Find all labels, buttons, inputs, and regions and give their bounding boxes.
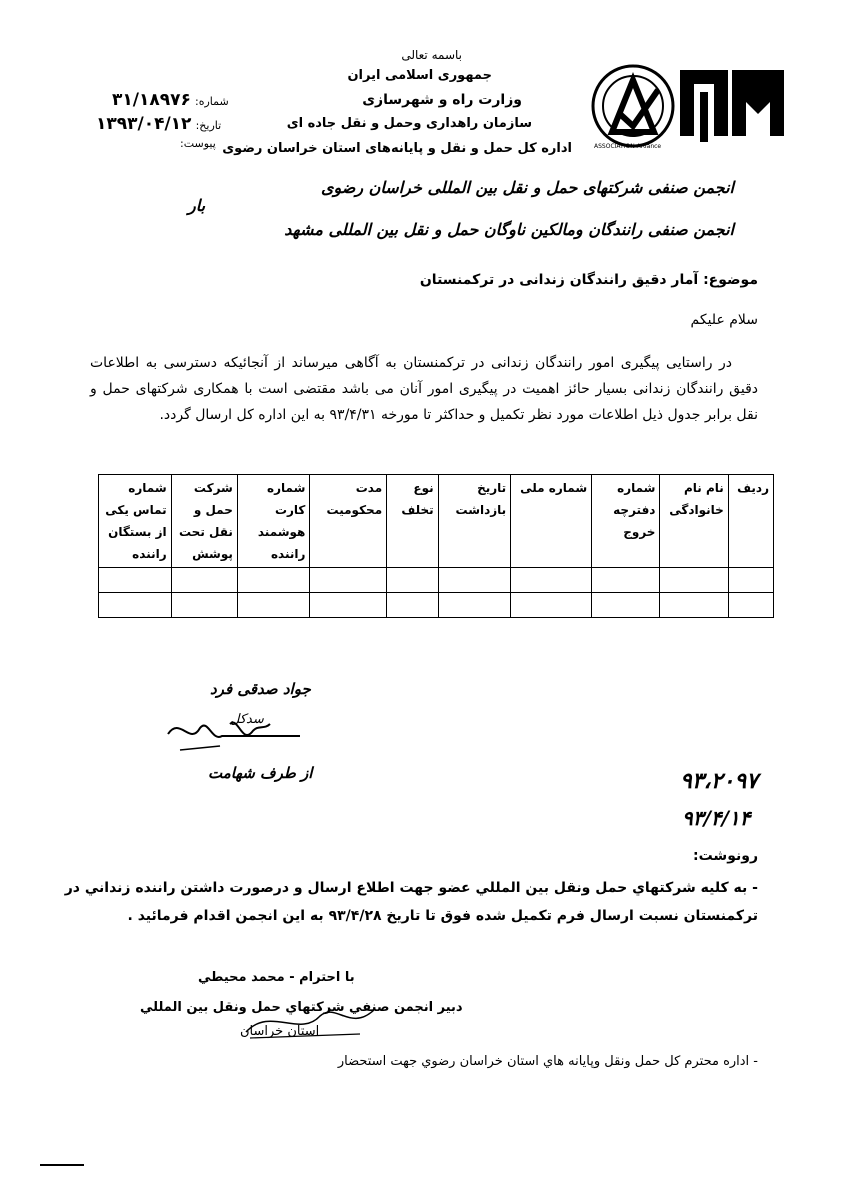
table-cell[interactable] xyxy=(728,593,773,618)
copy-line-1: - به كليه شركتهاي حمل ونقل بين المللي عضو جهت اطلاع ارسال و درصورت داشتن راننده زنداني در xyxy=(64,880,758,896)
secretary-signature xyxy=(240,1002,380,1042)
recipient-1: انجمن صنفی شرکتهای حمل و نقل بین المللی خراسان رضوی xyxy=(321,178,734,197)
letter-body: در راستایی پیگیری امور رانندگان زندانی در ترکمنستان به آگاهی میرساند از آنجائیکه دسترسی به اطلاعات دقیق رانندگان زندانی بسیار حائز اهمیت در پیگیری امور آنان می باشد مقتضی است با همکاری شرکتهای حمل و نقل برابر جدول ذیل اطلاعات مورد نظر تکمیل و حداکثر تا مورخه ۹۳/۴/۳۱ به این اداره کل ارسال گردد. xyxy=(90,355,758,423)
table-cell[interactable] xyxy=(728,568,773,593)
table-header-row xyxy=(99,475,774,568)
table-header-cell: شرکت حمل و نقل تحت پوشش xyxy=(171,475,237,568)
signature-scribble-text: سدکل xyxy=(230,712,264,727)
table-cell[interactable] xyxy=(660,568,728,593)
recipient-2: انجمن صنفی رانندگان ومالکین ناوگان حمل و نقل بین المللی مشهد xyxy=(284,220,734,239)
signer-on-behalf: از طرف شهامت xyxy=(208,764,313,782)
letter-date xyxy=(96,114,221,134)
letter-number-value: ۳۱/۱۸۹۷۶ xyxy=(112,90,191,110)
table-header-cell: نوع تخلف xyxy=(387,475,439,568)
table-cell[interactable] xyxy=(99,568,172,593)
letter-date-label: تاریخ: xyxy=(195,119,222,132)
copy-label: رونوشت: xyxy=(693,848,758,864)
letter-attachment xyxy=(180,136,216,151)
table-header-cell: شماره دفترچه خروج xyxy=(592,475,660,568)
cc-line: - اداره محترم كل حمل ونقل وپايانه هاي استان خراسان رضوي جهت استحضار xyxy=(337,1054,758,1069)
table-cell[interactable] xyxy=(592,593,660,618)
table-row xyxy=(99,593,774,618)
table-cell[interactable] xyxy=(99,593,172,618)
header-invocation: باسمه تعالی xyxy=(401,48,462,62)
letter-greeting: سلام علیکم xyxy=(690,312,758,328)
association-logo xyxy=(588,62,788,152)
table-cell[interactable] xyxy=(592,568,660,593)
scan-artifact xyxy=(40,1164,84,1166)
letter-date-value: ۱۳۹۳/۰۴/۱۲ xyxy=(96,114,192,134)
letter-number xyxy=(112,90,229,110)
table-cell[interactable] xyxy=(237,593,310,618)
table-cell[interactable] xyxy=(387,593,439,618)
table-header-cell: شماره ملی xyxy=(511,475,592,568)
logo-caption: ASSOCIATION ARIance xyxy=(594,143,662,150)
header-country: جمهوری اسلامی ایران xyxy=(347,68,492,83)
regards-line: با احترام - محمد محیطي xyxy=(198,970,355,985)
table-header-cell: شماره کارت هوشمند راننده xyxy=(237,475,310,568)
signer-name: جواد صدقی فرد xyxy=(210,680,311,698)
signature-graphic xyxy=(160,706,310,756)
handwritten-number-2: ۹۳/۴/۱۴ xyxy=(682,806,751,830)
letterhead xyxy=(222,48,572,168)
table-header-cell: شماره تماس یکی از بستگان راننده xyxy=(99,475,172,568)
table-cell[interactable] xyxy=(310,568,387,593)
header-department: اداره کل حمل و نقل و پایانه‌های استان خراسان رضوی xyxy=(222,141,572,156)
handwritten-number-1: ۹۳،۲۰۹۷ xyxy=(680,768,758,794)
header-organization: سازمان راهداری وحمل و نقل جاده ای xyxy=(286,116,532,131)
logo-area xyxy=(588,62,788,152)
drivers-table xyxy=(98,474,774,618)
table-header-cell: ردیف xyxy=(728,475,773,568)
table-cell[interactable] xyxy=(511,593,592,618)
table-cell[interactable] xyxy=(171,568,237,593)
table-cell[interactable] xyxy=(237,568,310,593)
header-ministry: وزارت راه و شهرسازی xyxy=(362,92,522,108)
table-cell[interactable] xyxy=(438,568,511,593)
table-header-cell: تاریخ بازداشت xyxy=(438,475,511,568)
table-header-cell: نام نام خانوادگی xyxy=(660,475,728,568)
table-header-cell: مدت محکومیت xyxy=(310,475,387,568)
secretary-line-2: استان خراسان xyxy=(240,1024,320,1039)
recipients-side-mark: بار xyxy=(188,196,206,215)
copy-line-2: تركمنستان نسبت ارسال فرم تكميل شده فوق تا تاريخ ۹۳/۴/۲۸ به اين انجمن اقدام فرمائيد . xyxy=(127,908,758,924)
table-cell[interactable] xyxy=(511,568,592,593)
table-cell[interactable] xyxy=(438,593,511,618)
table-cell[interactable] xyxy=(660,593,728,618)
secretary-line-1: دبير انجمن صنفي شركتهاي حمل ونقل بين المللي xyxy=(140,1000,463,1015)
table-cell[interactable] xyxy=(171,593,237,618)
signature-scribble-icon xyxy=(240,1002,380,1042)
letter-attachment-label: پیوست: xyxy=(180,137,216,150)
letter-subject: موضوع: آمار دقیق رانندگان زندانی در ترکمنستان xyxy=(419,272,758,288)
table-row xyxy=(99,568,774,593)
letter-number-label: شماره: xyxy=(194,95,229,108)
table-cell[interactable] xyxy=(387,568,439,593)
table-cell[interactable] xyxy=(310,593,387,618)
